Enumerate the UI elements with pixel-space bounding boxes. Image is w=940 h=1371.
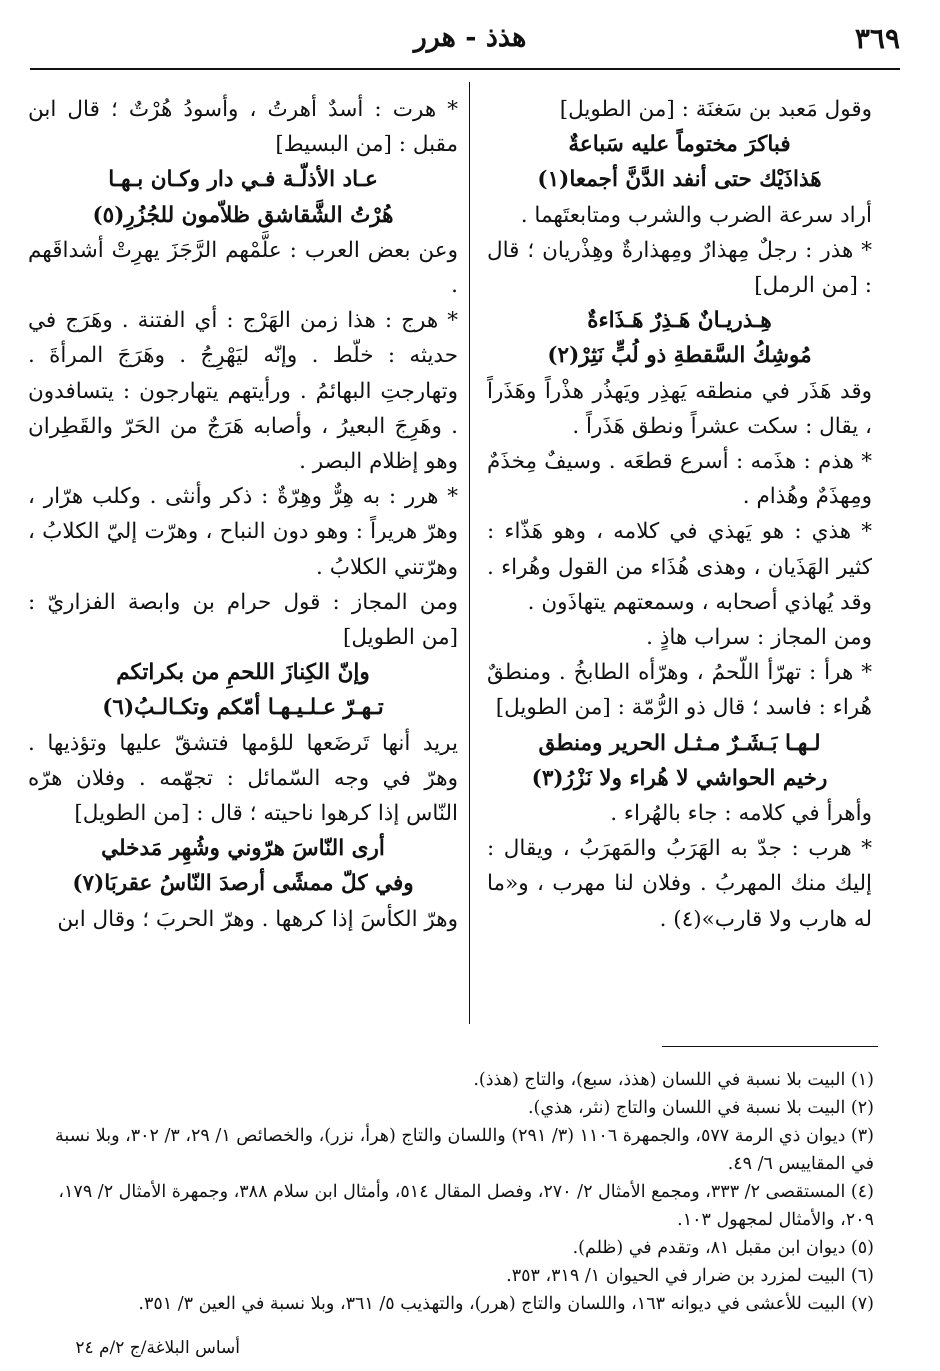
dictionary-entry: * هذم : هذَمه : أسرع قطعَه . وسيفٌ مِخذَمٌ ومِهذَمٌ وهُذام . (487, 449, 872, 510)
dictionary-entry: * هرت : أسدٌ أهرتُ ، وأسودُ هُرْتٌ ؛ قال ابن مقبل : [من البسيط] (28, 97, 458, 158)
verse-line: أرى النّاسَ هرّوني وشُهِر مَدخلي (101, 836, 385, 862)
paragraph: وأهرأ في كلامه : جاء بالهُراء . (610, 801, 872, 827)
paragraph: أراد سرعة الضرب والشرب ومتابعتَهما . (520, 202, 872, 228)
paragraph: ومن المجاز : سراب هاذٍ . (646, 625, 872, 651)
dictionary-entry: * هرر : به هِرٌّ وهِرّةٌ : ذكر وأنثى . وكلب هرّار ، وهرّ هريراً : وهو دون النباح ، وهرّت إليّ الكلابُ ، وهرّتني الكلابُ . (28, 484, 458, 580)
verse-line: هُرْتُ الشَّقاشق ظلاّمون للجُزُرِ(٥) (92, 202, 394, 228)
dictionary-entry: * هرب : جدّ به الهَرَبُ والمَهرَبُ ، ويقال : إليك منك المهربُ . وفلان لنا مهرب ، و«ما له هارب ولا قارب»(٤) . (487, 836, 872, 932)
verse-line: وفي كلّ ممشًى أرصدَ النّاسُ عقربَا(٧) (72, 871, 414, 897)
footnote: (٢) البيت بلا نسبة في اللسان والتاج (نثر، هذي). (527, 1098, 874, 1118)
page-number: ٣٦٩ (854, 22, 900, 55)
verse-line: فباكرَ مختوماً عليه سَباعةٌ (568, 132, 791, 158)
dictionary-entry: * هرأ : تهرّأ اللّحمُ ، وهرّأه الطابخُ . ومنطقٌ هُراء : فاسد ؛ قال ذو الرُّمّة : [من الطويل] (487, 660, 872, 721)
footnote: (٣) ديوان ذي الرمة ٥٧٧، والجمهرة ١١٠٦ (٣/ ٢٩١) واللسان والتاج (هرأ، نزر)، والخصائص ١/ ٢٩، ٣/ ٣٠٢، وبلا نسبة في المقاييس ٦/ ٤٩. (55, 1126, 874, 1174)
paragraph: وعن بعض العرب : علَّمْهم الرَّجَزَ يهرِتْ أشداقَهم . (28, 237, 458, 299)
footnote-rule (662, 1046, 878, 1047)
footnote: (٦) البيت لمزرد بن ضرار في الحيوان ١/ ٣١٩، ٣٥٣. (506, 1266, 874, 1286)
verse-line: عـاد الأذلّـة فـي دار وكـان بـهـا (108, 167, 378, 193)
verse-line: لـهـا بَـشَـرٌ مـثـل الحرير ومنطق (538, 730, 821, 756)
paragraph: يريد أنها تَرضَعها للؤمها فتشقّ عليها وتؤذيها . وهرّ في وجه السّمائل : تجهّمه . وفلان هرّه النّاس إذا كرهوا ناحيته ؛ قال : [من الطويل] (28, 730, 458, 827)
verse-line: هَذاذَيْك حتى أنفد الدَّنَّ أجمعا(١) (537, 167, 822, 193)
left-column (28, 92, 458, 937)
running-title: هذذ - هرر (413, 22, 527, 53)
paragraph: ومن المجاز : قول حرام بن وابصة الفزاريّ : [من الطويل] (28, 589, 458, 651)
dictionary-entry: * هرج : هذا زمن الهَرْج : أي الفتنة . وهَرَج في حديثه : خلّط . وإنّه ليَهْرِجُ . وهَرَجَ المرأةَ . وتهارجتِ البهائمُ . ورأيتهم يتهارجون : يتسافدون . وهَرِجَ البعيرُ ، وأصابه هَرَجٌ من الحَرّ والقَطِران وهو إظلام البصر . (28, 308, 458, 475)
footnote: (٧) البيت للأعشى في ديوانه ١٦٣، واللسان والتاج (هرر)، والتهذيب ٥/ ٣٦١، وبلا نسبة في العين ٣/ ٣٥١. (138, 1294, 874, 1314)
verse-line: تـهـرّ عـلـيـهـا أمّكم وتكـالـبُ(٦) (102, 695, 384, 721)
verse-line: وإنّ الكِنازَ اللحمِ من بكراتكم (116, 660, 370, 686)
paragraph: وهرّ الكأسَ إذا كرهها . وهرّ الحربَ ؛ وقال ابن (57, 906, 458, 932)
footnote: (١) البيت بلا نسبة في اللسان (هذذ، سبع)، والتاج (هذذ). (473, 1070, 874, 1090)
paragraph: وقد هَذَر في منطقه يَهذِر ويَهذُر هذْراً وهَذَراً ، يقال : سكت عشراً ونطق هَذَراً . (487, 378, 872, 439)
footnote: (٥) ديوان ابن مقبل ٨١، وتقدم في (ظلم). (572, 1238, 874, 1258)
paragraph: وقول مَعبد بن سَغنَة : [من الطويل] (559, 97, 872, 122)
page-header (40, 22, 900, 62)
column-divider (469, 82, 470, 1024)
page-footer: أساس البلاغة/ج ٢/م ٢٤ (75, 1338, 240, 1358)
header-rule (30, 68, 900, 70)
dictionary-entry: * هذي : هو يَهذي في كلامه ، وهو هَذّاء : كثير الهَذَيان ، وهذى هُذَاء من القول وهُراء . وقد يُهاذي أصحابه ، وسمعتهم يتهاذَون . (487, 519, 872, 615)
verse-line: هِـذريـانٌ هَـذِرٌ هَـذَاءةٌ (587, 308, 772, 334)
right-column (487, 92, 872, 937)
footnote: (٤) المستقصى ٢/ ٣٣٣، ومجمع الأمثال ٢/ ٢٧٠، وفصل المقال ٥١٤، وأمثال ابن سلام ٣٨٨، وجمهرة الأمثال ٢/ ١٧٩، ٢٠٩، والأمثال لمجهول ١٠٣. (58, 1182, 874, 1230)
footnotes (34, 1066, 874, 1318)
dictionary-entry: * هذر : رجلٌ مِهذارٌ ومِهذارةٌ وهِذْريان ؛ قال : [من الرمل] (487, 237, 872, 299)
verse-line: مُوشِكُ السَّقطةِ ذو لُبٍّ نَثِرْ(٢) (547, 343, 812, 369)
verse-line: رخيم الحواشي لا هُراء ولا نَزْرُ(٣) (531, 765, 828, 791)
